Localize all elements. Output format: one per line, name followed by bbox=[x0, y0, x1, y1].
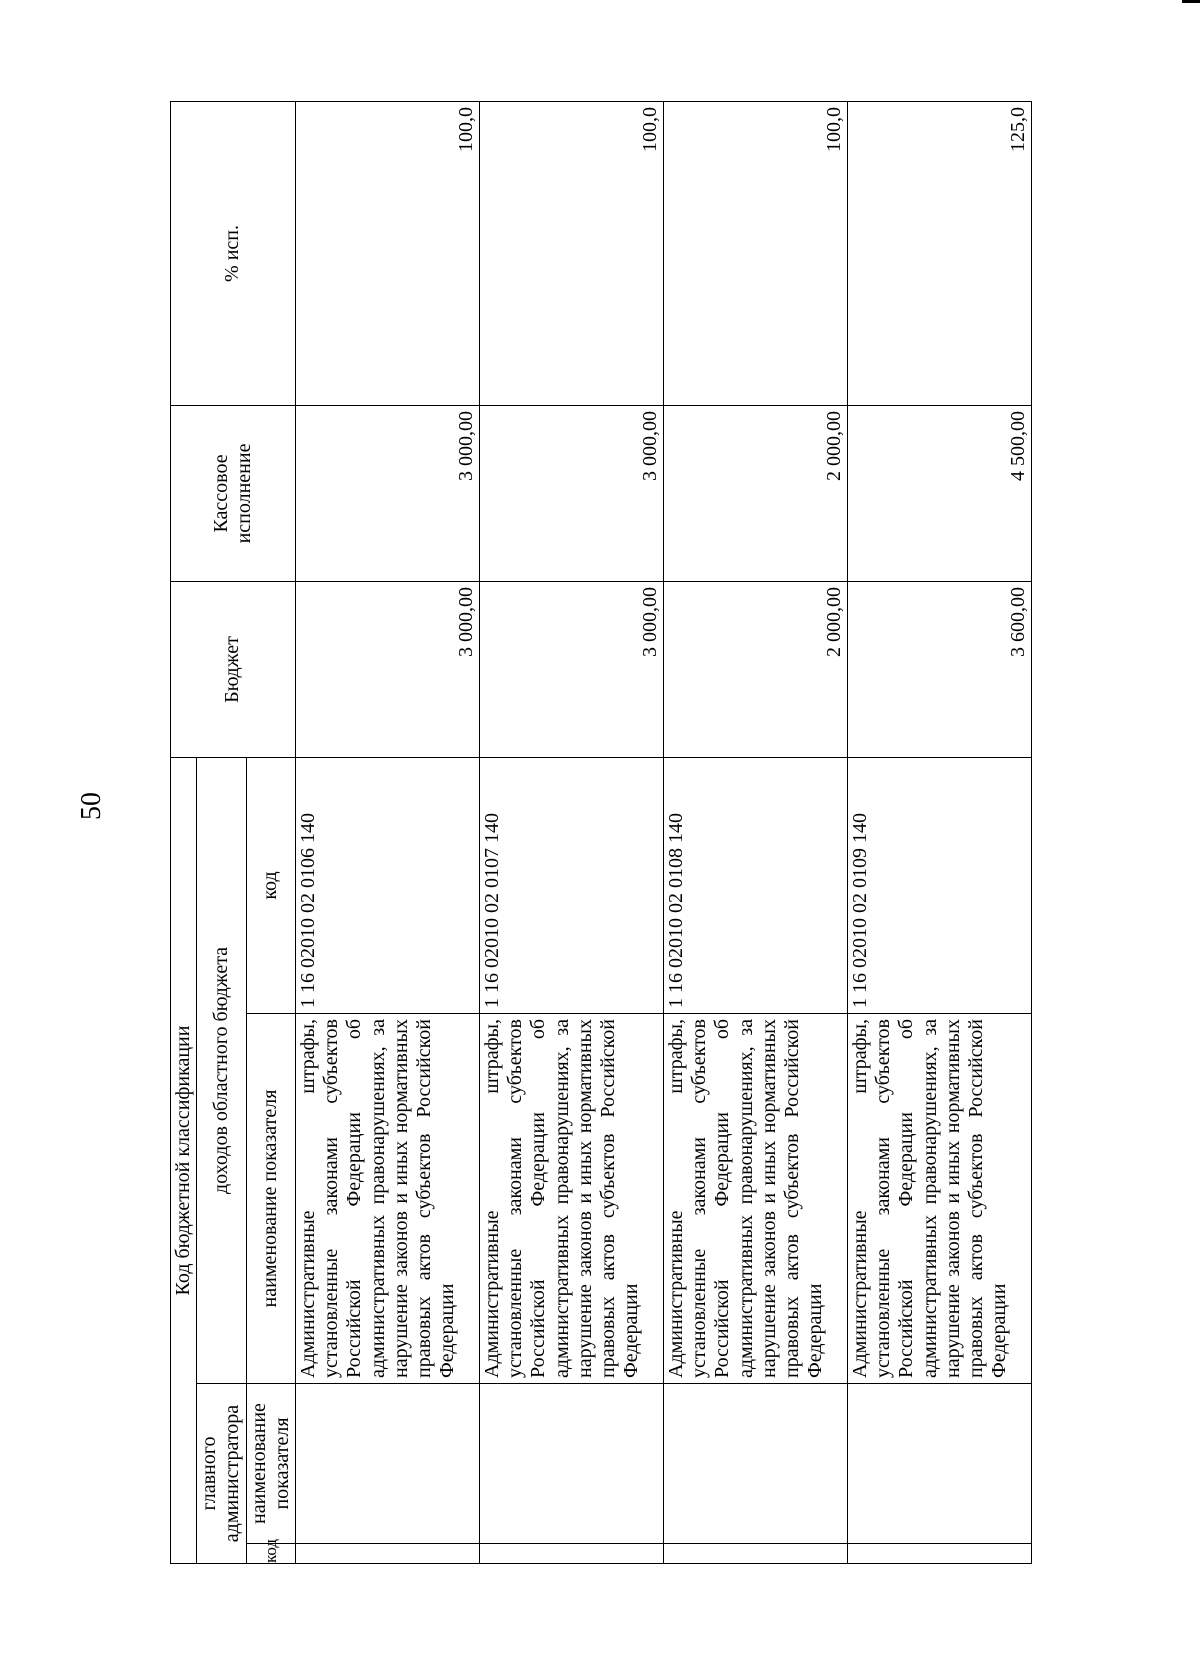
header-budget: Бюджет bbox=[171, 581, 296, 757]
admin-name-cell bbox=[663, 1384, 847, 1544]
table-row bbox=[663, 101, 847, 1563]
header-classification: Код бюджетной классификации bbox=[171, 757, 197, 1563]
rotated-table-container bbox=[170, 102, 1032, 1564]
admin-name-cell bbox=[847, 1384, 1031, 1544]
header-admin-indicator-name: наименование показателя bbox=[246, 1384, 295, 1544]
income-code-cell: 1 16 02010 02 0109 140 bbox=[847, 757, 1031, 1013]
income-code-cell: 1 16 02010 02 0106 140 bbox=[295, 757, 479, 1013]
table-row bbox=[295, 101, 479, 1563]
indicator-name-cell: Административные штрафы, установленные законами субъектов Российской Федерации об административных правонарушениях, за нарушение законов и иных нормативных правовых актов субъектов Российской Федерации bbox=[295, 1014, 479, 1384]
admin-code-cell bbox=[847, 1544, 1031, 1564]
budget-cell: 3 600,00 bbox=[847, 581, 1031, 757]
execution-cell: 4 500,00 bbox=[847, 405, 1031, 581]
scan-corner-mark bbox=[1182, 0, 1200, 3]
percent-cell: 125,0 bbox=[847, 101, 1031, 405]
income-code-cell: 1 16 02010 02 0107 140 bbox=[479, 757, 663, 1013]
admin-name-cell bbox=[479, 1384, 663, 1544]
header-regional-income: доходов областного бюджета bbox=[197, 757, 246, 1383]
execution-cell: 3 000,00 bbox=[479, 405, 663, 581]
header-income-code: код bbox=[246, 757, 295, 1013]
admin-code-cell bbox=[663, 1544, 847, 1564]
admin-code-cell bbox=[295, 1544, 479, 1564]
header-chief-admin: главного администратора bbox=[197, 1384, 246, 1564]
budget-cell: 3 000,00 bbox=[295, 581, 479, 757]
income-code-cell: 1 16 02010 02 0108 140 bbox=[663, 757, 847, 1013]
header-execution: Кассовое исполнение bbox=[171, 405, 296, 581]
indicator-name-cell: Административные штрафы, установленные законами субъектов Российской Федерации об административных правонарушениях, за нарушение законов и иных нормативных правовых актов субъектов Российской Федерации bbox=[663, 1014, 847, 1384]
percent-cell: 100,0 bbox=[479, 101, 663, 405]
page-number: 50 bbox=[76, 792, 107, 820]
header-percent: % исп. bbox=[171, 101, 296, 405]
header-admin-code: код bbox=[246, 1544, 295, 1564]
percent-cell: 100,0 bbox=[663, 101, 847, 405]
budget-cell: 2 000,00 bbox=[663, 581, 847, 757]
indicator-name-cell: Административные штрафы, установленные законами субъектов Российской Федерации об административных правонарушениях, за нарушение законов и иных нормативных правовых актов субъектов Российской Федерации bbox=[847, 1014, 1031, 1384]
execution-cell: 2 000,00 bbox=[663, 405, 847, 581]
admin-code-cell bbox=[479, 1544, 663, 1564]
header-income-indicator-name: наименование показателя bbox=[246, 1014, 295, 1384]
admin-name-cell bbox=[295, 1384, 479, 1544]
budget-execution-table bbox=[170, 101, 1032, 1564]
table-row bbox=[479, 101, 663, 1563]
budget-cell: 3 000,00 bbox=[479, 581, 663, 757]
percent-cell: 100,0 bbox=[295, 101, 479, 405]
indicator-name-cell: Административные штрафы, установленные законами субъектов Российской Федерации об административных правонарушениях, за нарушение законов и иных нормативных правовых актов субъектов Российской Федерации bbox=[479, 1014, 663, 1384]
execution-cell: 3 000,00 bbox=[295, 405, 479, 581]
table-row bbox=[847, 101, 1031, 1563]
